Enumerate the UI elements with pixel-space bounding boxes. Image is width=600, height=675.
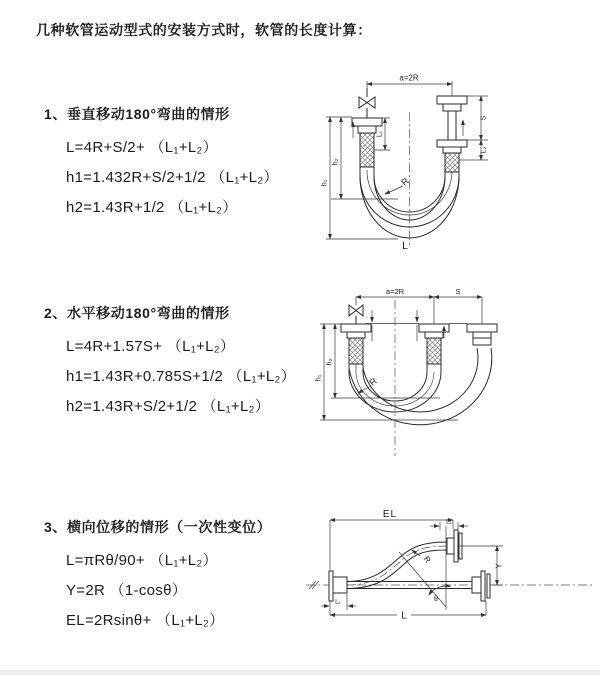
- braided-hose-right: [445, 153, 459, 172]
- dim-label-h1: h₁: [319, 179, 329, 187]
- dim-label-el: EL: [382, 509, 398, 520]
- page-bottom-edge: [0, 670, 600, 675]
- dim-label-r: R: [367, 375, 379, 388]
- dim-label-s: S: [478, 115, 488, 121]
- dim-label-l: L: [402, 240, 408, 252]
- valve-icon: [349, 305, 363, 316]
- dim-label-r: R: [421, 554, 433, 565]
- braided-hose-middle: [427, 338, 441, 364]
- dim-label-a2r: a=2R: [399, 73, 419, 83]
- diagram-vertical-180-bend: [305, 70, 597, 260]
- hose-assembly-drawing: [352, 88, 467, 248]
- document-title: 几种软管运动型式的安装方式时，软管的长度计算：: [36, 22, 372, 38]
- dim-label-h2: h₂: [324, 358, 334, 366]
- hose-assembly-drawing: [306, 526, 592, 610]
- formula: h1=1.432R+S/2+1/2 （L₁+L₂）: [66, 169, 279, 186]
- formula: L=4R+1.57S+ （L₁+L₂）: [66, 338, 236, 355]
- section-vertical-movement: [44, 104, 279, 223]
- diagram-horizontal-180-bend: [308, 283, 600, 458]
- dim-label-s: S: [455, 287, 461, 296]
- formula: Y=2R （1-cosθ）: [66, 582, 188, 599]
- formula: h2=1.43R+1/2 （L₁+L₂）: [66, 199, 238, 216]
- formula: h2=1.43R+S/2+1/2 （L₁+L₂）: [66, 398, 271, 415]
- section-heading: 3、横向位移的情形（一次性变位）: [44, 519, 272, 535]
- dim-label-a2r: a=2R: [385, 287, 405, 296]
- formula: h1=1.43R+0.785S+1/2 （L₁+L₂）: [66, 368, 296, 385]
- hose-hub-right: [473, 338, 491, 345]
- formula: L=πRθ/90+ （L₁+L₂）: [66, 552, 218, 569]
- dim-label-l1-left: L₁: [335, 598, 341, 606]
- dim-label-h1: h₁: [313, 374, 323, 382]
- section-horizontal-movement: [44, 303, 296, 422]
- section-lateral-displacement: [44, 517, 271, 636]
- dim-label-h2: h₂: [330, 158, 340, 166]
- dim-label-l2: L₂: [480, 146, 488, 154]
- dim-label-l1: L₁: [376, 130, 384, 138]
- section-heading: 2、水平移动180°弯曲的情形: [44, 305, 230, 321]
- dim-label-y: Y: [494, 563, 504, 569]
- braided-hose-left: [349, 338, 363, 364]
- dim-label-r: R: [399, 175, 411, 188]
- braided-hose-left: [360, 133, 374, 167]
- section-heading: 1、垂直移动180°弯曲的情形: [44, 106, 230, 122]
- formula: L=4R+S/2+ （L₁+L₂）: [66, 139, 218, 156]
- valve-icon: [359, 97, 375, 108]
- dimensions: [321, 509, 504, 622]
- dim-label-l: L: [401, 610, 407, 622]
- diagram-lateral-displacement: [300, 505, 600, 650]
- dim-label-l1-top: L₁: [446, 518, 452, 526]
- formula: EL=2Rsinθ+ （L₁+L₂）: [66, 612, 225, 629]
- dim-label-theta: θ: [434, 596, 438, 603]
